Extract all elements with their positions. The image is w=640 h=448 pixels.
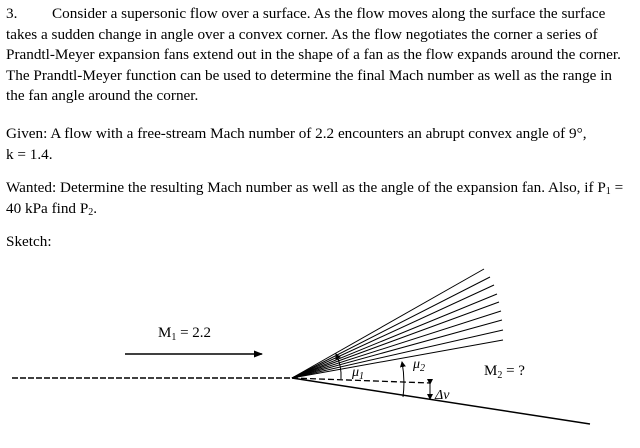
m2-label: $M_2$ = ? bbox=[484, 363, 525, 381]
wanted-text-2: = 40 kPa find P bbox=[6, 179, 624, 217]
fan-ray bbox=[292, 294, 497, 378]
fan-ray bbox=[292, 285, 494, 378]
delta-nu-label: Δν bbox=[435, 388, 450, 403]
m1-label: $M_1 = 2.2$ bbox=[158, 325, 212, 343]
given-label: Given: bbox=[6, 125, 48, 142]
wanted-label: Wanted: bbox=[6, 179, 57, 196]
fan-ray bbox=[292, 330, 503, 378]
fan-ray bbox=[292, 311, 501, 378]
fan-ray bbox=[292, 269, 484, 378]
problem-statement-text: Consider a supersonic flow over a surface. As the flow moves along the surface the surface takes a sudden change in angle over a convex corner. As the flow negotiates the corner a series of Prandtl-Meyer expansion fans extend out in the shape of a fan as the flow expands around the corner. The Prandtl-Meyer function can be used to determine the final Mach number as well as the range in the fan angle around the corner. bbox=[6, 5, 621, 104]
fan-ray bbox=[292, 340, 503, 378]
expansion-fan-rays bbox=[292, 269, 503, 378]
fan-ray bbox=[292, 320, 502, 378]
given-text: A flow with a free-stream Mach number of 2.2 encounters an abrupt convex angle of 9°, bbox=[50, 125, 587, 142]
problem-number: 3. bbox=[6, 5, 18, 22]
wanted-p2-sub: 2 bbox=[88, 206, 94, 218]
fan-ray bbox=[292, 302, 499, 378]
given-k: k = 1.4. bbox=[6, 145, 53, 163]
mu2-label: $\mu_2$ bbox=[413, 357, 426, 374]
wanted-text-3: . bbox=[93, 199, 98, 217]
sketch-label-text: Sketch: bbox=[6, 233, 52, 250]
wanted-p1-sub: 1 bbox=[605, 186, 611, 197]
mu1-label: $\mu_1$ bbox=[352, 365, 365, 382]
fan-ray bbox=[292, 277, 490, 378]
wanted-text-1: Determine the resulting Mach number as well as the angle of the expansion fan. Also, if P bbox=[60, 179, 606, 196]
mu2-arc bbox=[402, 362, 404, 397]
